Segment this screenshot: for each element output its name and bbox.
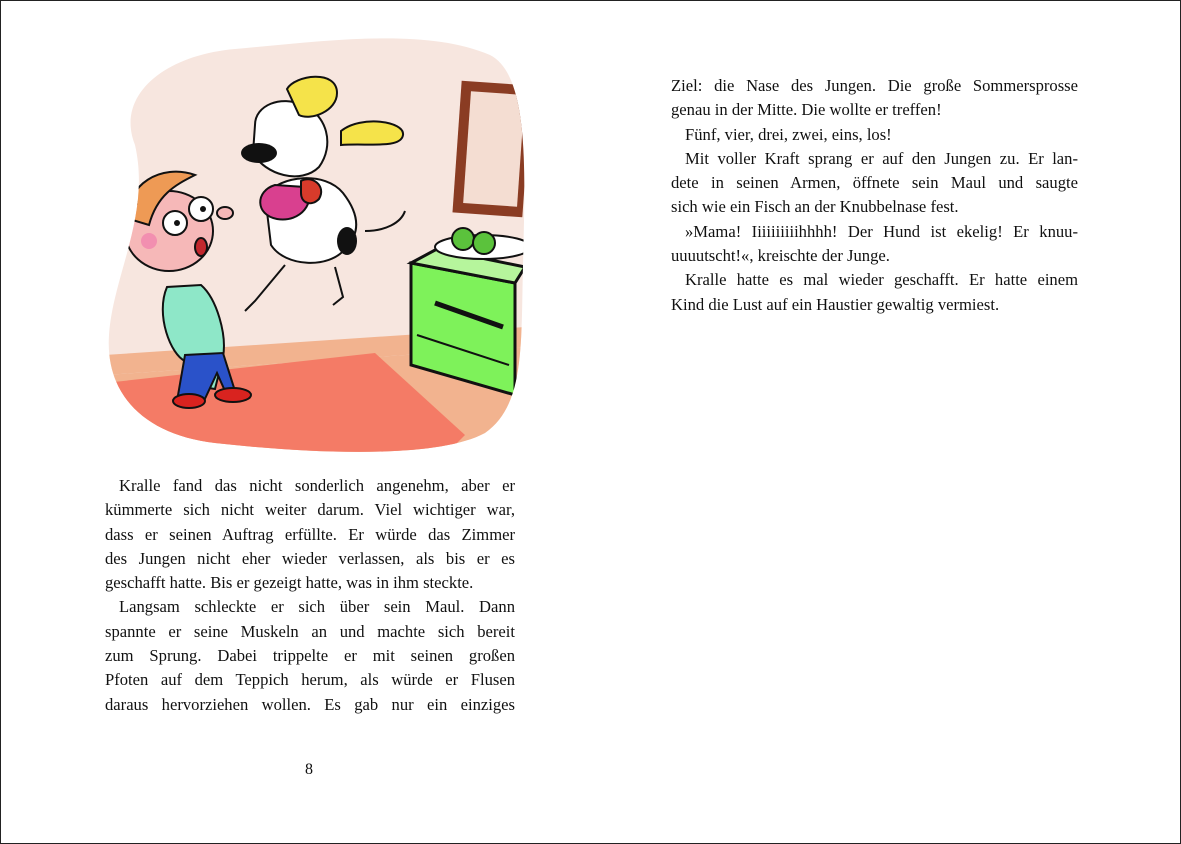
text-line: Kralle fand das nicht sonderlich angenehm, aber er (119, 476, 515, 495)
right-page (591, 1, 1180, 843)
paragraph (105, 595, 515, 716)
dog-and-boy-illustration (105, 35, 525, 455)
text-line: dete in seinen Armen, öffnete sein Maul und saugte (671, 173, 1078, 193)
text-line: Kind die Lust auf ein Haustier gewaltig vermiest. (671, 294, 1000, 314)
text-line: Kralle hatte es mal wieder geschafft. Er hatte einem (685, 270, 1078, 290)
text-line: uuuutscht!«, kreischte der Junge. (671, 246, 890, 266)
text-line: Ziel: die Nase des Jungen. Die große Sommersprosse (671, 76, 1078, 95)
text-line: sich wie ein Fisch an der Knubbelnase fest. (671, 197, 959, 217)
text-line: daraus hervorziehen wollen. Es gab nur ein einziges (105, 694, 515, 714)
text-line: Mit voller Kraft sprang er auf den Jungen zu. Er lan- (685, 148, 1078, 168)
right-page-text (671, 74, 1078, 317)
text-line: zum Sprung. Dabei trippelte er mit seinen großen (105, 646, 515, 666)
text-line: kümmerte sich nicht weiter darum. Viel wichtiger war, (105, 500, 515, 520)
paragraph (671, 220, 1078, 269)
text-line: spannte er seine Muskeln an und machte sich bereit (105, 621, 515, 641)
text-line: des Jungen nicht eher wieder verlassen, als bis er es (105, 548, 515, 568)
text-line: »Mama! Iiiiiiiiiihhhh! Der Hund ist ekelig! Er knuu- (685, 221, 1078, 241)
left-page-text (105, 474, 515, 717)
paragraph (671, 74, 1078, 123)
left-page (1, 1, 591, 843)
text-line: Fünf, vier, drei, zwei, eins, los! (685, 124, 892, 144)
paragraph (105, 474, 515, 595)
page-number: 8 (305, 761, 313, 778)
paragraph (671, 268, 1078, 317)
text-line: genau in der Mitte. Die wollte er treffen! (671, 100, 942, 120)
paragraph (671, 123, 1078, 147)
paragraph (671, 147, 1078, 220)
text-line: Pfoten auf dem Teppich herum, als würde er Flusen (105, 670, 515, 690)
text-line: geschafft hatte. Bis er gezeigt hatte, was in ihm steckte. (105, 573, 474, 593)
text-line: Langsam schleckte er sich über sein Maul. Dann (119, 597, 515, 617)
text-line: dass er seinen Auftrag erfüllte. Er würde das Zimmer (105, 524, 515, 544)
